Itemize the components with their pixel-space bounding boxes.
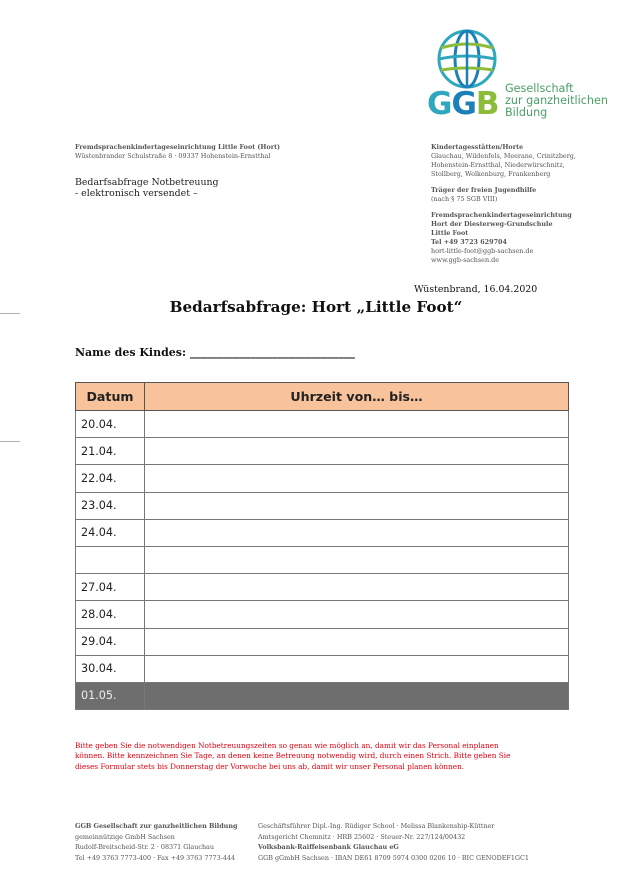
date-cell: 21.04. bbox=[76, 438, 145, 465]
table-row-holiday bbox=[76, 682, 569, 709]
date-cell: 23.04. bbox=[76, 492, 145, 519]
date-cell: 22.04. bbox=[76, 465, 145, 492]
globe-icon bbox=[431, 28, 501, 90]
header-time: Uhrzeit von… bis… bbox=[145, 383, 569, 411]
sender-address: Fremdsprachenkindertageseinrichtung Little Foot (Hort) Wüstenbrander Schulstraße 8 · 09337 Hohenstein-Ernstthal bbox=[75, 143, 281, 160]
date-cell: 28.04. bbox=[76, 601, 145, 628]
time-cell[interactable] bbox=[145, 655, 569, 682]
date-cell: 29.04. bbox=[76, 628, 145, 655]
info-group-facilities: Kindertagesstätten/Horte Glauchau, Wildenfels, Meerane, Crinitzberg, Hohenstein-Ernstthal, Niederwürschnitz, Stollberg, Wolkenburg, Frankenberg bbox=[431, 143, 576, 178]
time-cell[interactable] bbox=[145, 574, 569, 601]
page-title: Bedarfsabfrage: Hort „Little Foot“ bbox=[169, 298, 463, 316]
time-cell[interactable] bbox=[145, 438, 569, 465]
table-row bbox=[76, 519, 569, 546]
date-cell: 20.04. bbox=[76, 411, 145, 438]
footer-company: GGB Gesellschaft zur ganzheitlichen Bildung gemeinnützige GmbH Sachsen Rudolf-Breitscheid-Str. 2 · 08371 Glauchau Tel +49 3763 7773-400 · Fax +49 3763 7773-444 bbox=[75, 822, 238, 862]
info-group-contact: Fremdsprachenkindertageseinrichtung Hort der Diesterweg-Grundschule Little Foot Tel +49 3723 629704 hort-little-foot@ggb-sachsen.de www.ggb-sachsen.de bbox=[431, 211, 626, 265]
table-row bbox=[76, 546, 569, 573]
table-row bbox=[76, 411, 569, 438]
table-row bbox=[76, 655, 569, 682]
table-row bbox=[76, 601, 569, 628]
schedule-table bbox=[75, 382, 569, 710]
logo-tagline: Gesellschaft zur ganzheitlichen Bildung bbox=[505, 82, 608, 120]
date-cell: 30.04. bbox=[76, 655, 145, 682]
time-cell bbox=[145, 682, 569, 709]
date-cell: 27.04. bbox=[76, 574, 145, 601]
contact-website: www.ggb-sachsen.de bbox=[431, 256, 499, 264]
date-line: Wüstenbrand, 16.04.2020 bbox=[414, 284, 538, 295]
time-cell[interactable] bbox=[145, 519, 569, 546]
ggb-logo bbox=[425, 28, 615, 128]
time-cell[interactable] bbox=[145, 601, 569, 628]
table-row bbox=[76, 574, 569, 601]
date-cell: 24.04. bbox=[76, 519, 145, 546]
time-cell[interactable] bbox=[145, 492, 569, 519]
table-row bbox=[76, 438, 569, 465]
time-cell[interactable] bbox=[145, 628, 569, 655]
date-cell bbox=[76, 546, 145, 573]
table-row bbox=[76, 465, 569, 492]
instruction-note: Bitte geben Sie die notwendigen Notbetreuungszeiten so genau wie möglich an, damit wir das Personal einplanen können. Bitte kennzeichnen Sie Tage, an denen keine Betreuung notwendig wird, durch einen Strich. Bitte geben Sie dieses Formular stets bis Donnerstag der Vorwoche bei uns ab, damit wir unser Personal planen können. bbox=[75, 741, 511, 771]
table-row bbox=[76, 492, 569, 519]
child-name-field[interactable]: Name des Kindes: ______________________________ bbox=[75, 346, 355, 359]
footer-legal: Geschäftsführer Dipl.-Ing. Rüdiger School · Melissa Blankenship-Küttner Amtsgericht Chemnitz · HRB 25602 · Steuer-Nr. 227/124/00432 Volksbank-Raiffeisenbank Glauchau eG GGB gGmbH Sachsen · IBAN DE61 8709 5974 0300 0206 10 · BIC GENODEF1GC1 bbox=[258, 822, 529, 862]
table-row bbox=[76, 628, 569, 655]
contact-email: hort-little-foot@ggb-sachsen.de bbox=[431, 247, 534, 255]
time-cell[interactable] bbox=[145, 546, 569, 573]
info-column bbox=[431, 143, 626, 272]
time-cell[interactable] bbox=[145, 411, 569, 438]
info-group-carrier: Träger der freien Jugendhilfe (nach § 75 SGB VIII) bbox=[431, 186, 537, 203]
table-header-row bbox=[76, 383, 569, 411]
time-cell[interactable] bbox=[145, 465, 569, 492]
logo-brand: GGB bbox=[427, 86, 499, 122]
fold-mark-bottom bbox=[0, 441, 20, 442]
date-cell: 01.05. bbox=[76, 682, 145, 709]
letter-subject: Bedarfsabfrage Notbetreuung - elektronisch versendet – bbox=[75, 177, 219, 199]
header-date: Datum bbox=[76, 383, 145, 411]
